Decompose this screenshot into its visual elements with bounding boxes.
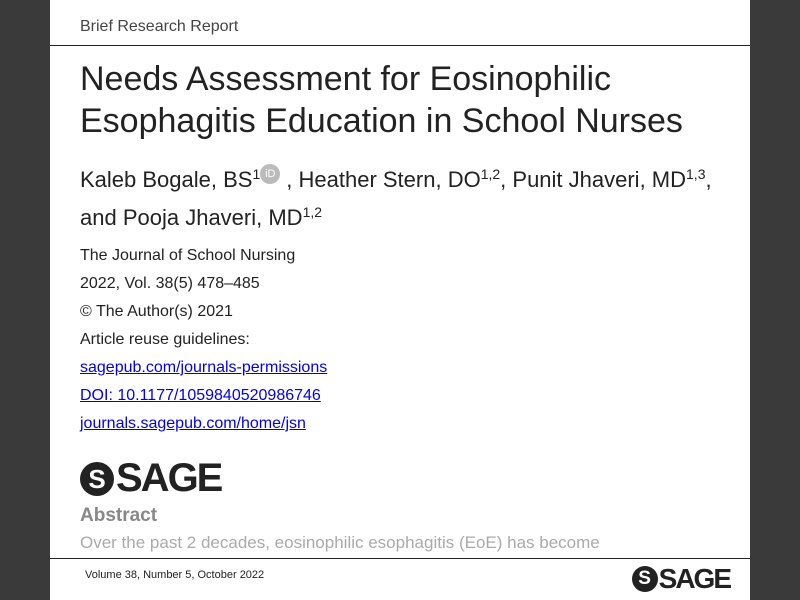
footer-logo-text: SAGE <box>658 563 730 594</box>
doi-link[interactable]: DOI: 10.1177/1059840520986746 <box>80 387 321 404</box>
author-name: Pooja Jhaveri, MD <box>122 205 303 230</box>
author-name: Heather Stern, DO <box>298 167 481 192</box>
orcid-icon[interactable]: iD <box>260 164 280 184</box>
affiliation: 1,2 <box>480 166 501 182</box>
header-divider <box>50 45 750 46</box>
article-title: Needs Assessment for Eosinophilic Esophagitis Education in School Nurses <box>80 60 683 140</box>
permissions-link[interactable]: sagepub.com/journals-permissions <box>80 359 328 376</box>
sage-logo-text: SAGE <box>116 456 222 500</box>
journal-name: The Journal of School Nursing <box>80 247 296 264</box>
author-name: Punit Jhaveri, MD <box>512 167 687 192</box>
sage-mark-icon: S <box>80 462 114 496</box>
section-label: Brief Research Report <box>80 18 239 35</box>
document-page <box>50 0 750 600</box>
affiliation: 1,3 <box>686 166 706 182</box>
author-list <box>80 158 740 234</box>
reuse-label: Article reuse guidelines: <box>80 331 250 348</box>
sage-mark-icon: S <box>632 566 658 592</box>
separator: , <box>286 167 299 192</box>
separator: , <box>500 167 513 192</box>
journal-link[interactable]: journals.sagepub.com/home/jsn <box>80 415 306 432</box>
footer-sage-logo <box>632 563 730 595</box>
article-meta <box>80 242 327 438</box>
volume-info: 2022, Vol. 38(5) 478–485 <box>80 275 260 292</box>
abstract-heading: Abstract <box>80 505 158 526</box>
copyright: © The Author(s) 2021 <box>80 303 233 320</box>
affiliation: 1,2 <box>302 204 323 220</box>
abstract-text: Over the past 2 decades, eosinophilic esophagitis (EoE) has become <box>80 533 600 552</box>
footer-volume: Volume 38, Number 5, October 2022 <box>85 569 265 581</box>
page-footer <box>50 558 750 600</box>
separator: , and <box>80 167 712 230</box>
affiliation: 1 <box>252 166 261 182</box>
sage-logo <box>80 456 221 501</box>
author-name: Kaleb Bogale, BS <box>80 167 253 192</box>
